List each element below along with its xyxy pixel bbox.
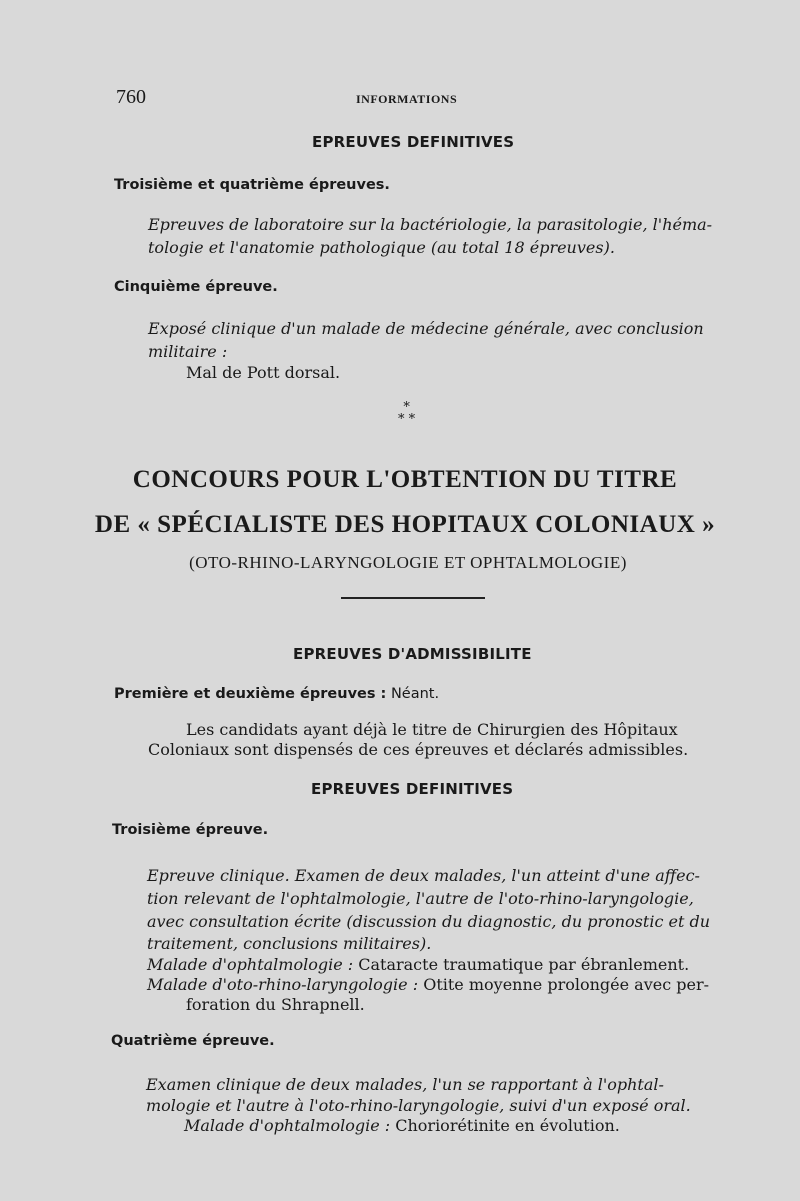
admissibilite-label: Première et deuxième épreuves : (114, 686, 387, 702)
paragraph-line: traitement, conclusions militaires). (147, 934, 432, 953)
subsection-label: Troisième épreuve. (112, 822, 269, 838)
malade-label: Malade d'oto-rhino-laryngologie : (147, 975, 419, 994)
paragraph-line: Les candidats ayant déjà le titre de Chirurgien des Hôpitaux (186, 720, 678, 739)
concours-subtitle: (OTO-RHINO-LARYNGOLOGIE ET OPHTALMOLOGIE) (189, 553, 627, 572)
admissibilite-value: Néant. (390, 686, 440, 702)
running-title: INFORMATIONS (356, 92, 458, 106)
subsection-label: Quatrième épreuve. (111, 1033, 275, 1049)
paragraph-line: militaire : (148, 342, 228, 361)
separator-stars: * * * (398, 400, 416, 427)
malade-text: Otite moyenne prolongée avec per- (423, 975, 710, 994)
paragraph-line: Exposé clinique d'un malade de médecine générale, avec conclusion (148, 319, 704, 338)
paragraph-line: mologie et l'autre à l'oto-rhino-laryngologie, suivi d'un exposé oral. (146, 1096, 691, 1115)
horizontal-rule (341, 597, 485, 599)
section-heading-admissibilite: EPREUVES D'ADMISSIBILITE (293, 645, 532, 663)
malade-label: Malade d'ophtalmologie : (147, 955, 354, 974)
malade-label: Malade d'ophtalmologie : (184, 1116, 391, 1135)
page-number: 760 (116, 86, 146, 108)
subsection-label: Cinquième épreuve. (114, 279, 278, 295)
paragraph-line: Examen clinique de deux malades, l'un se rapportant à l'ophtal- (146, 1075, 664, 1094)
admissibilite-label-line (114, 686, 439, 702)
concours-title-line2: DE « SPÉCIALISTE DES HOPITAUX COLONIAUX » (94, 511, 716, 538)
malade-text: Choriorétinite en évolution. (395, 1116, 620, 1135)
paragraph-line: foration du Shrapnell. (186, 995, 365, 1014)
paragraph-line: Mal de Pott dorsal. (186, 363, 341, 382)
section-heading-definitives-2: EPREUVES DEFINITIVES (311, 780, 514, 798)
paragraph-line: Epreuves de laboratoire sur la bactériologie, la parasitologie, l'héma- (148, 215, 713, 234)
paragraph-line: avec consultation écrite (discussion du diagnostic, du pronostic et du (147, 912, 711, 931)
subsection-label: Troisième et quatrième épreuves. (114, 177, 390, 193)
paragraph-line: tologie et l'anatomie pathologique (au total 18 épreuves). (148, 238, 615, 257)
malade-line (184, 1114, 620, 1137)
paragraph-line: tion relevant de l'ophtalmologie, l'autre de l'oto-rhino-laryngologie, (147, 889, 694, 908)
malade-text: Cataracte traumatique par ébranlement. (358, 955, 690, 974)
concours-title-line1: CONCOURS POUR L'OBTENTION DU TITRE (132, 466, 678, 493)
paragraph-line: Epreuve clinique. Examen de deux malades, l'un atteint d'une affec- (147, 866, 700, 885)
section-heading-definitives: EPREUVES DEFINITIVES (312, 133, 515, 151)
paragraph-line: Coloniaux sont dispensés de ces épreuves et déclarés admissibles. (148, 740, 689, 759)
